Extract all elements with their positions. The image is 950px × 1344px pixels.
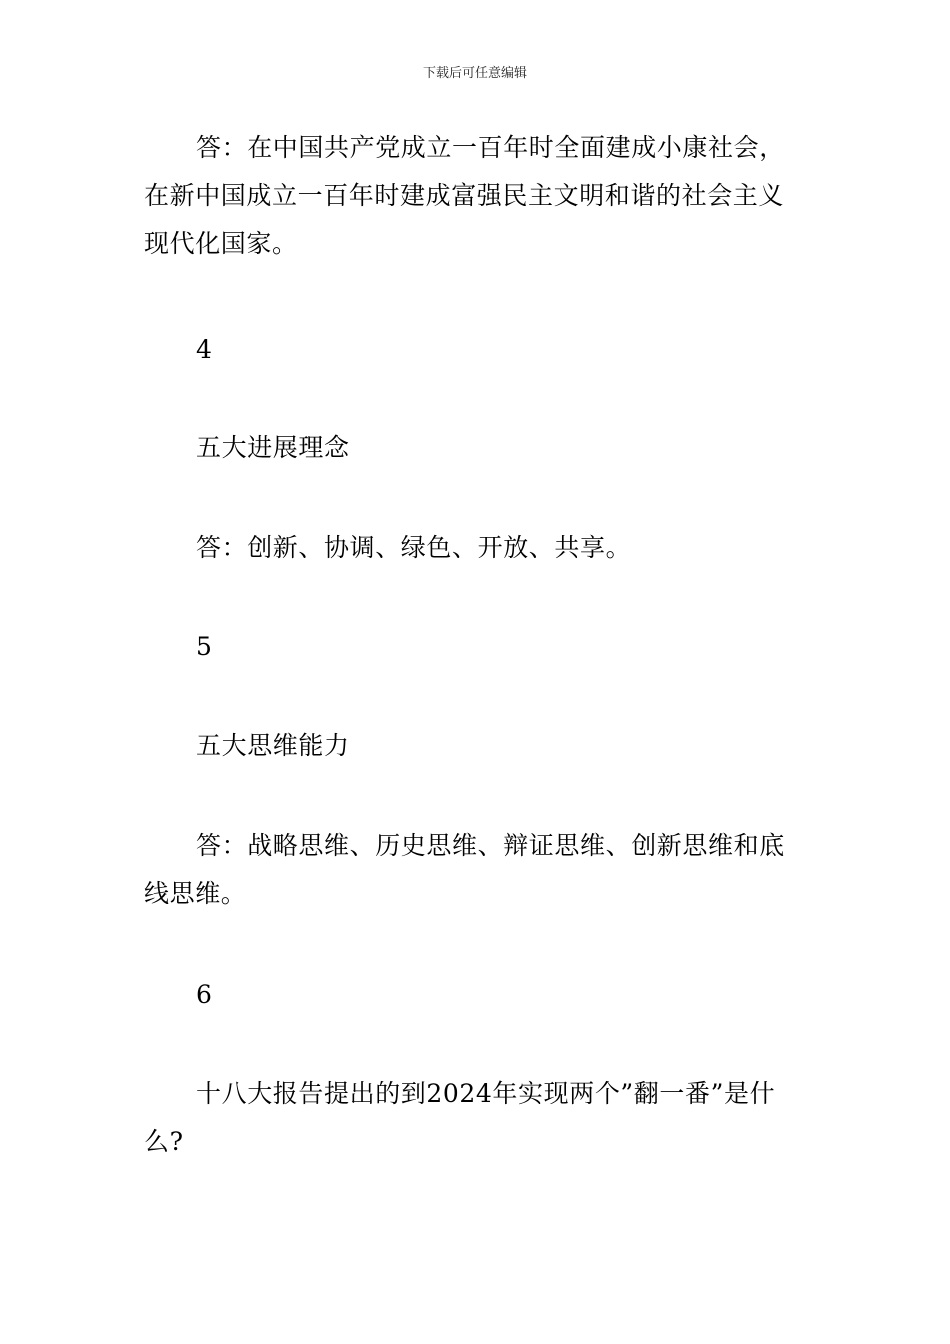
question-4-title: 五大进展理念 (196, 433, 350, 462)
answer-paragraph-4: 答：创新、协调、绿色、开放、共享。 (196, 533, 632, 562)
question-5-title: 五大思维能力 (196, 731, 350, 760)
question-number-4: 4 (196, 335, 213, 364)
question-number-6: 6 (196, 980, 213, 1009)
answer-paragraph-3: 答：在中国共产党成立一百年时全面建成小康社会，在新中国成立一百年时建成富强民主文明和谐的社会主义现代化国家。 (144, 133, 785, 258)
page-header: 下载后可任意编辑 (422, 66, 527, 81)
answer-paragraph-5: 答：战略思维、历史思维、辩证思维、创新思维和底线思维。 (144, 831, 785, 908)
question-number-5: 5 (196, 632, 213, 661)
question-6-title: 十八大报告提出的到2024年实现两个”翻一番”是什么? (144, 1079, 776, 1156)
